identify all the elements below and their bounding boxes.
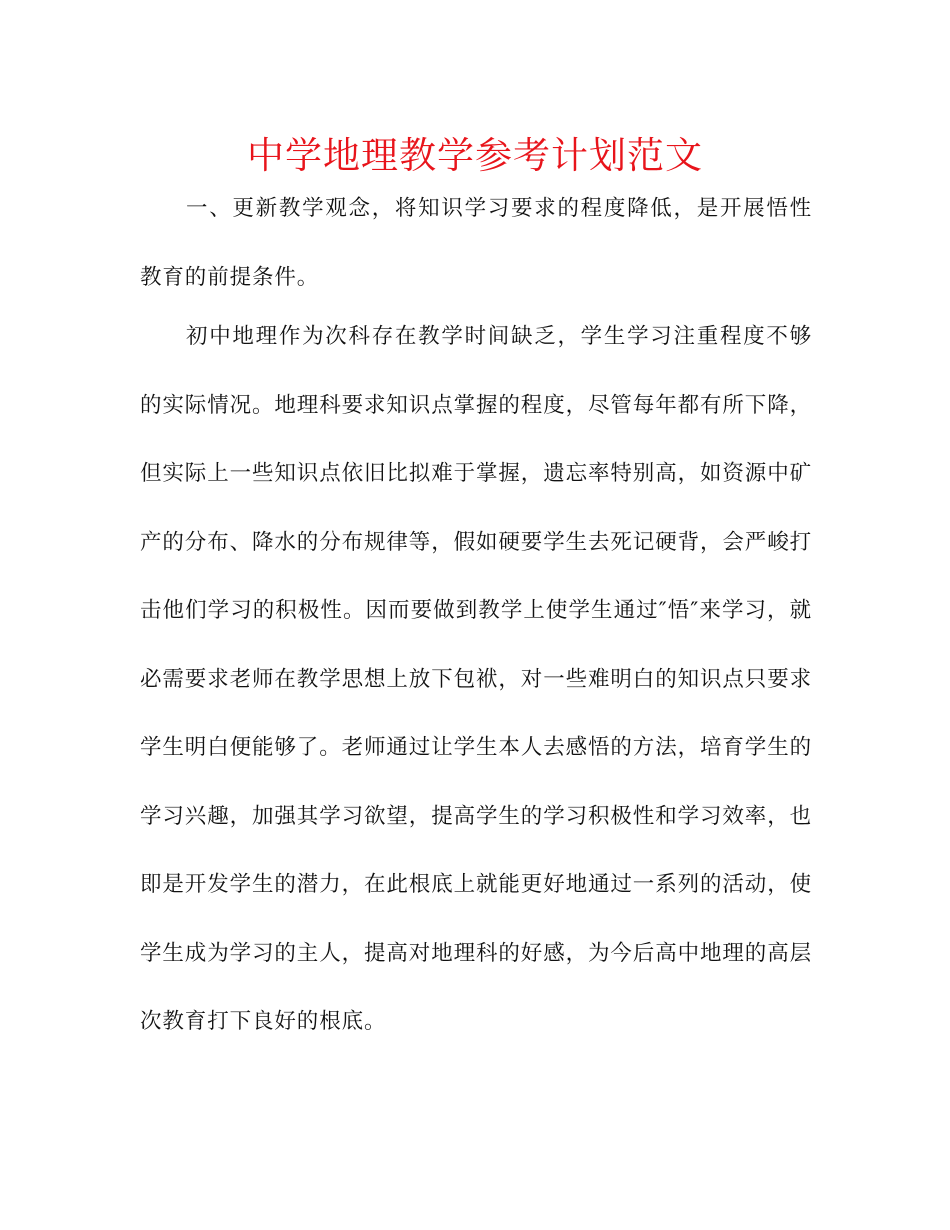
paragraph-1: 一、更新教学观念，将知识学习要求的程度降低，是开展悟性教育的前提条件。 xyxy=(140,196,812,290)
document-title: 中学地理教学参考计划范文 xyxy=(247,134,703,177)
paragraph-2: 初中地理作为次科存在教学时间缺乏，学生学习注重程度不够的实际情况。地理科要求知识点掌握的程度，尽管每年都有所下降，但实际上一些知识点依旧比拟难于掌握，遗忘率特别高，如资源中矿产的分布、降水的分布规律等，假如硬要学生去死记硬背，会严峻打击他们学习的积极性。因而要做到教学上使学生通过″悟″来学习，就必需要求老师在教学思想上放下包袱，对一些难明白的知识点只要求学生明白便能够了。老师通过让学生本人去感悟的方法，培育学生的学习兴趣，加强其学习欲望，提高学生的学习积极性和学习效率，也即是开发学生的潜力，在此根底上就能更好地通过一系列的活动，使学生成为学习的主人，提高对地理科的好感，为今后高中地理的高层次教育打下良好的根底。 xyxy=(140,324,813,1034)
